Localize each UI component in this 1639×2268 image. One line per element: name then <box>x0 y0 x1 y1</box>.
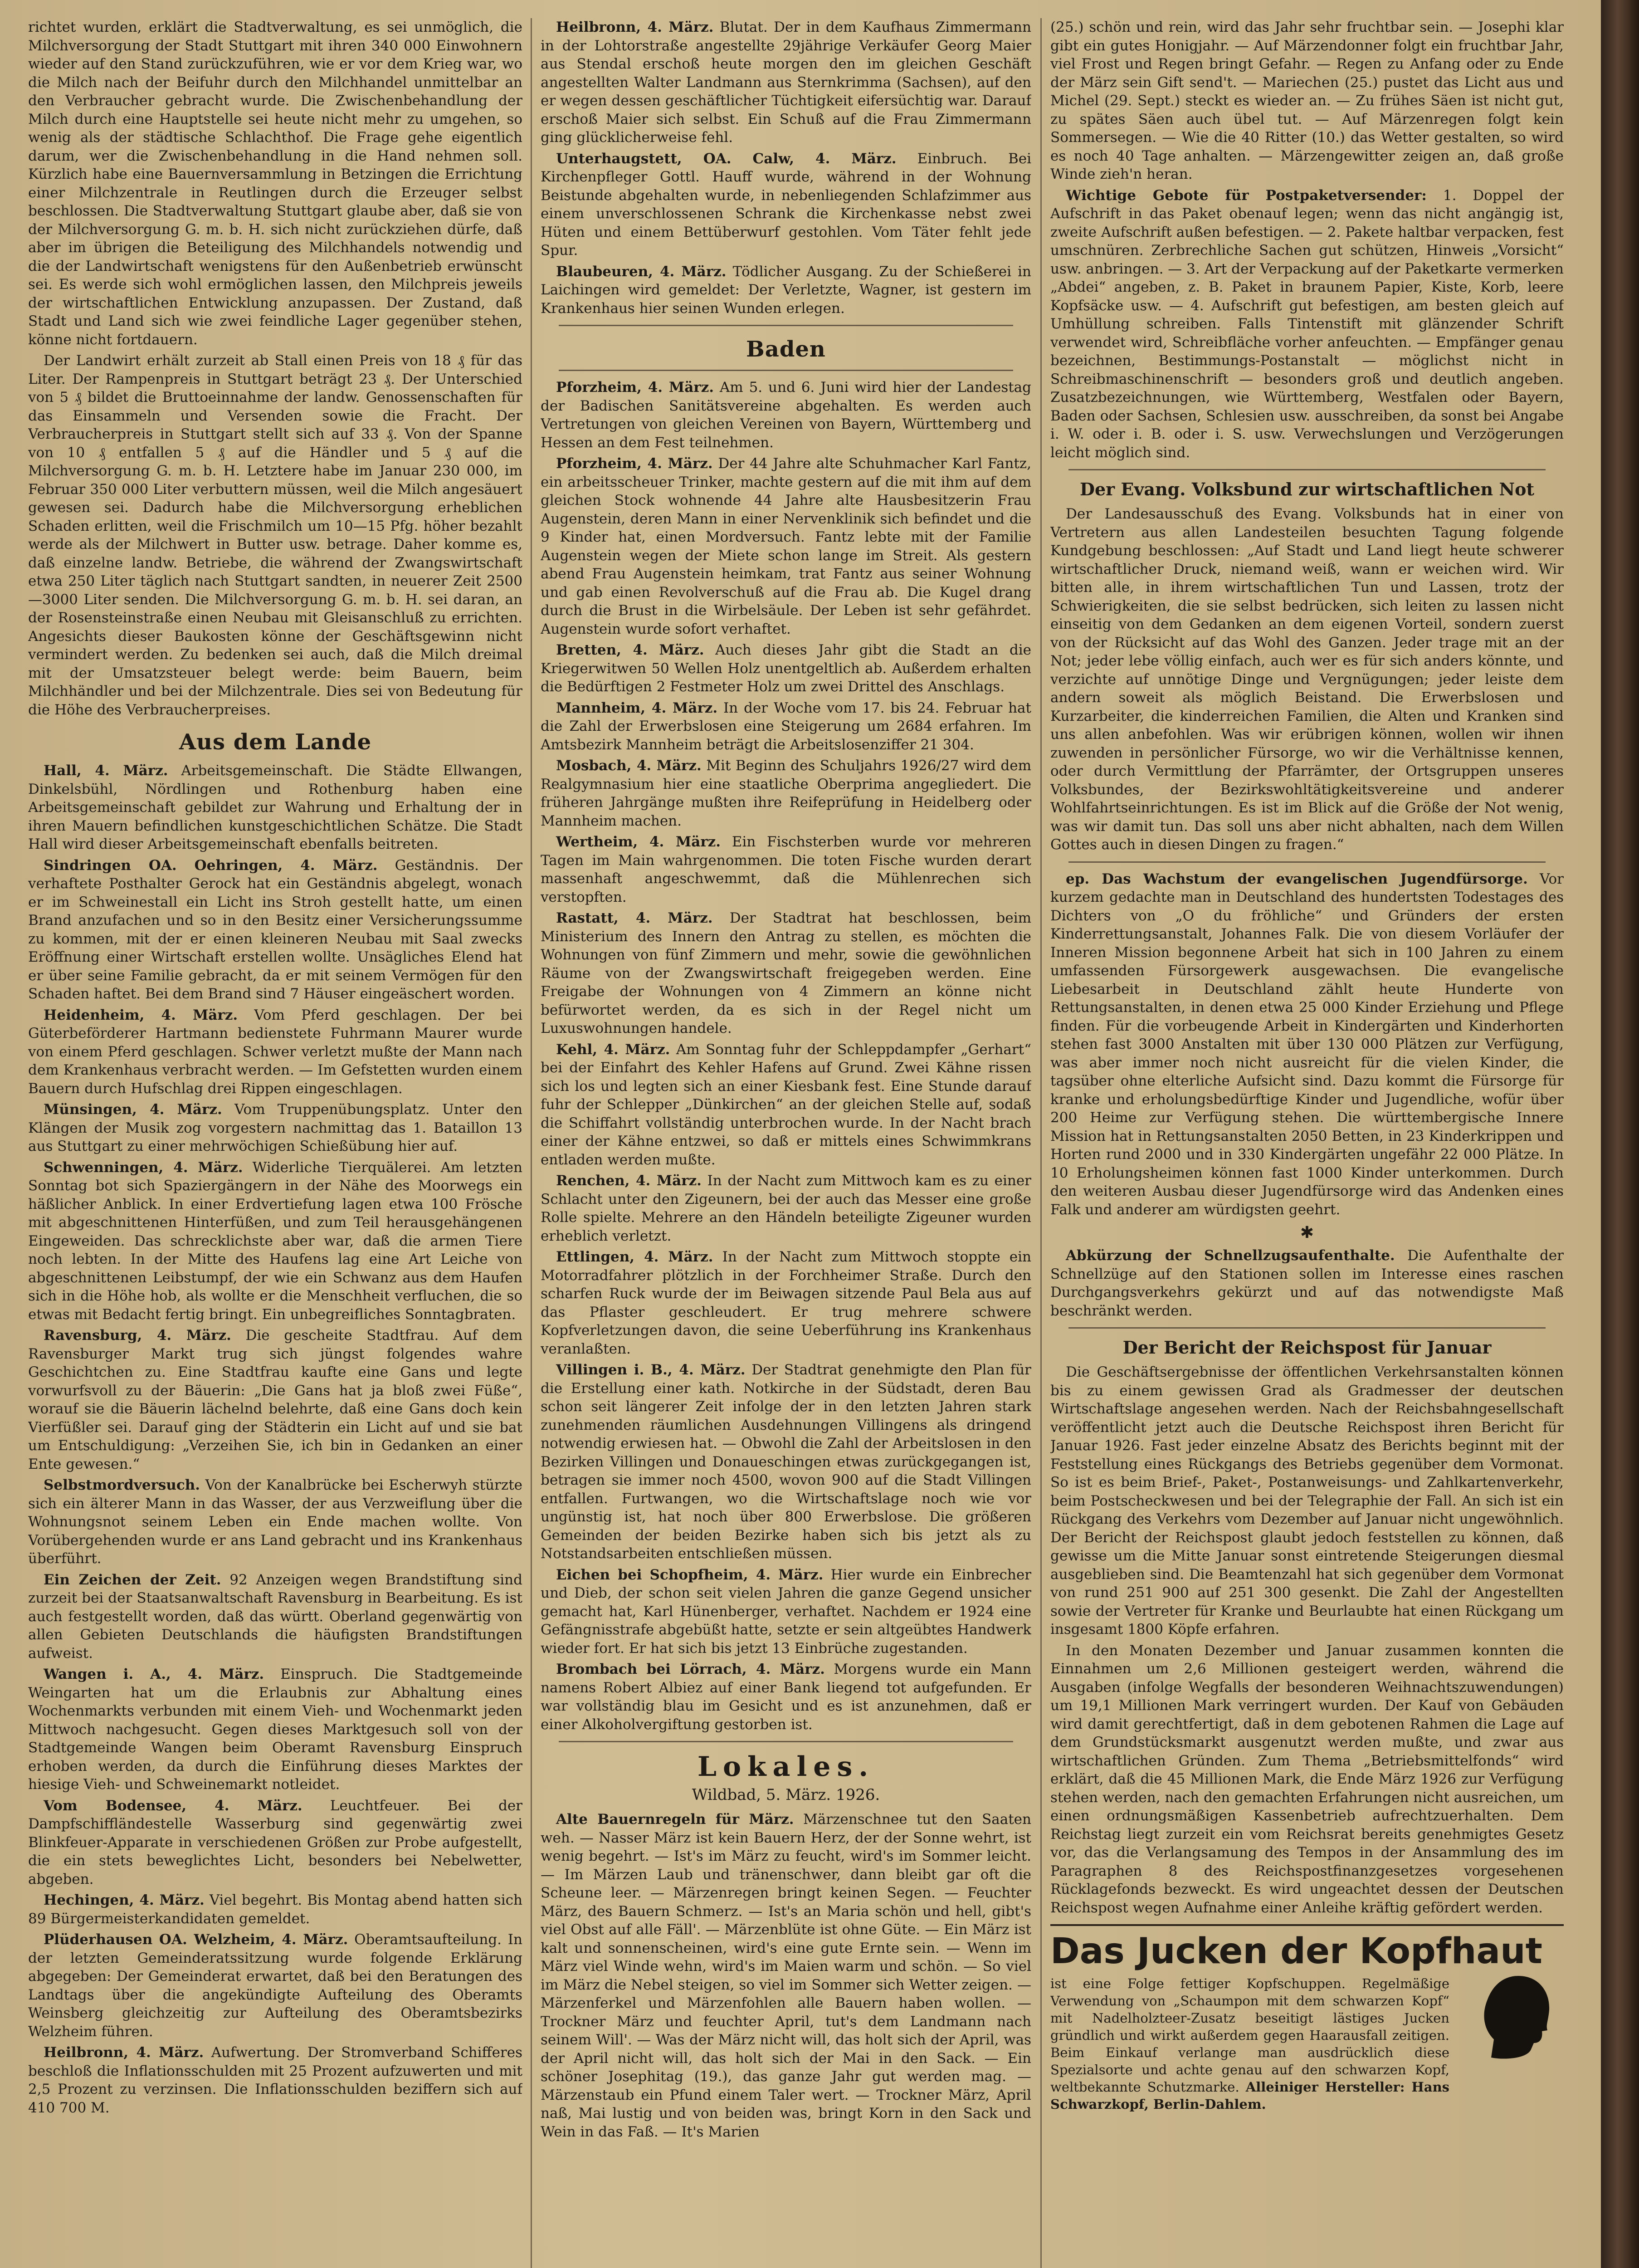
news-dateline: Eichen bei Schopfheim, 4. März. <box>556 1566 824 1583</box>
column-rule <box>1040 18 1042 2268</box>
news-dateline: Hechingen, 4. März. <box>44 1892 205 1908</box>
news-item <box>28 1665 522 1794</box>
news-text: Vom Truppenübungsplatz. Unter den Klängen der Musik zog vorgestern nachmittag das 1. Bataillon 13 aus Stuttgart zu einer mehrwöchigen Schießübung hier auf. <box>28 1101 522 1154</box>
news-list-wuerttemberg-cont <box>541 18 1031 318</box>
ad-body <box>1050 1975 1449 2113</box>
news-item <box>28 1931 522 2041</box>
news-text: Oberamtsaufteilung. In der letzten Gemeinderatssitzung wurde folgende Erklärung abgegeben: Der Gemeinderat erwartet, daß bei den Beratungen des Landtags über die angekündigte Aufteilung des Oberamts Weinsberg gleichzeitig zur Aufteilung des Oberamtsbezirks Welzheim führen. <box>28 1931 522 2040</box>
news-list-lande <box>28 762 522 2117</box>
news-dateline: Sindringen OA. Oehringen, 4. März. <box>44 857 378 874</box>
ad-headline: Das Jucken der Kopfhaut <box>1050 1931 1542 1972</box>
news-item <box>28 1797 522 1889</box>
article-lead: Wichtige Gebote für Postpaketversender: <box>1066 187 1427 204</box>
news-item <box>541 1172 1031 1245</box>
news-dateline: Unterhaugstett, OA. Calw, 4. März. <box>556 150 897 167</box>
news-text: Hier wurde ein Einbrecher und Dieb, der schon seit vielen Jahren die ganze Gegend unsicher gemacht hat, Karl Hünenberger, verhaftet. Nachdem er 1924 eine Gefängnisstrafe abgebüßt hatte, setzte er sein altgeübtes Handwerk wieder fort. Er hat sich bis jetzt 13 Einbrüche zugestanden. <box>541 1566 1031 1657</box>
news-text: Blutat. Der in dem Kaufhaus Zimmermann in der Lohtorstraße angestellte 29jährige Verkäufer Georg Maier aus Stendal erschoß heute morgen den im gleichen Geschäft angestellten Walter Landmann aus Sternkrimma (Sachsen), auf den er wegen dessen geschäftlicher Tüchtigkeit eifersüchtig war. Darauf erschoß Maier sich selbst. Ein Schuß auf die Frau Zimmermann ging glücklicherweise fehl. <box>541 19 1031 146</box>
asterism: ✱ <box>1300 1223 1314 1242</box>
news-text: Geständnis. Der verhaftete Posthalter Gerock hat ein Geständnis abgelegt, wonach er im Schweinestall ein Licht ins Stroh gestellt hatte, um einen Brand anzufachen und so in den Besitz einer Versicherungssumme zu kommen, mit der er einen kleineren Neubau mit Saal zwecks Eröffnung einer Wirtschaft erstellen wollte. Unsägliches Elend hat er über seine Familie gebracht, da er mit seinem Vermögen für den Schaden haftet. Bei dem Brand sind 7 Häuser eingeäschert worden. <box>28 857 522 1002</box>
news-item <box>28 1891 522 1928</box>
news-dateline: Vom Bodensee, 4. März. <box>44 1797 302 1814</box>
news-text: Tödlicher Ausgang. Zu der Schießerei in Laichingen wird gemeldet: Der Verletzte, Wagner, ist gestern im Krankenhaus hier seinen Wunden erlegen. <box>541 263 1031 317</box>
news-item <box>541 455 1031 638</box>
column-2 <box>541 18 1031 2268</box>
jugendfuersorge-article <box>1050 870 1564 1219</box>
news-text: Die gescheite Stadtfrau. Auf dem Ravensburger Markt trug sich jüngst folgendes wahre Geschichtchen zu. Eine Stadtfrau kaufte eine Gans und legte vorwurfsvoll zu der Bäuerin: „Die Gans hat ja bloß zwei Füße“, worauf sie die Bäuerin lächelnd belehrte, daß eine Gans doch kein Vierfüßler sei. Darauf ging der Städterin ein Licht auf und sie bat um Entschuldigung: „Verzeihen Sie, ich bin in Gedanken an einer Ente gewesen.“ <box>28 1327 522 1472</box>
postpaket-article <box>1050 186 1564 462</box>
news-dateline: Rastatt, 4. März. <box>556 910 713 926</box>
schnellzug-article <box>1050 1246 1564 1320</box>
news-item <box>541 150 1031 260</box>
news-item <box>541 1248 1031 1358</box>
news-item <box>541 641 1031 696</box>
news-item <box>541 757 1031 830</box>
news-text: Mit Beginn des Schuljahrs 1926/27 wird dem Realgymnasium hier eine staatliche Oberprima angegliedert. Die früheren Jahrgänge mußten ihre Reifeprüfung in Heidelberg oder Mannheim machen. <box>541 758 1031 829</box>
article-text: 1. Doppel der Aufschrift in das Paket obenauf legen; wenn das nicht angängig ist, zweite Aufschrift außen befestigen. — 2. Pakete haltbar verpacken, fest umschnüren. Zerbrechliche Sachen gut schützen, Hinweis „Vorsicht“ usw. anbringen. — 3. Art der Verpackung auf der Paketkarte vermerken „Abdei“ angeben, z. B. Paket in braunem Papier, Kiste, Korb, leere Kopfsäcke usw. — 4. Aufschrift gut befestigen, am besten gleich auf Umhüllung schreiben. Falls Tintenstift mit glänzender Schrift verwendet wird, Schreibfläche vorher anfeuchten. — Empfänger genau bezeichnen, Bestimmungs-Postanstalt — möglichst nicht in Schreibmaschinenschrift — besonders groß und deutlich angeben. Zusatzbezeichnungen, wie Württemberg, Westfalen oder Bayern, Baden oder Sachsen, Schlesien usw. ausschreiben, da sonst bei Angabe i. W. oder i. B. oder i. S. usw. Verwechslungen und Verzögerungen leicht möglich sind. <box>1050 187 1564 461</box>
news-item <box>28 856 522 1003</box>
article-text: Märzenschnee tut den Saaten weh. — Nasser März ist kein Bauern Herz, der der Sonne wehrt, ist wenig begehrt. — Ist's im März zu feucht, wird's im Sommer leicht. — Im Märzen Laub und tränenschwer, dann bleibt gar oft die Scheune leer. — Märzenregen bringt keinen Segen. — Feuchter März, des Bauern Schmerz. — Ist's an Maria schön und hell, gibt's viel Obst auf alle Fäll'. — Märzenblüte ist ohne Güte. — Ein März ist kalt und sonnenscheinen, wird's eine gute Ernte sein. — Wenn im März viel Winde wehn, wird's im Maien warm und schön. — So viel im März die Nebel steigen, so viel im Sommer sich Wetter zeigen. — Märzenferkel und Märzenfohlen alle Bauern haben wollen. — Trockner März und feuchter April, tut's dem Landmann nach seinem Will'. — Was der März nicht will, das holt sich der April, was der April nicht will, das holt sich der Mai in den Sack. — Ein schöner Josephitag (19.), das ganze Jahr gut werden mag. — Märzenstaub ein Pfund einem Taler wert. — Trockner März, April naß, Mai lustig und von beiden was, bringt Korn in den Sack und Wein in das Faß. — It's Marien <box>541 1811 1031 2140</box>
volksbund-article: Der Landesausschuß des Evang. Volksbunds hat in einer von Vertretern aus allen Landesteilen besuchten Tagung folgende Kundgebung beschlossen: „Auf Stadt und Land liegt heute schwerer wirtschaftlicher Druck, niemand weiß, wann er weichen wird. Wir bitten alle, in ihrem wirtschaftlichen Tun und Lassen, trotz der Schwierigkeiten, die sie selbst bedrücken, sich leiten zu lassen nicht einseitig von dem Gedanken an dem eigenen Vorteil, sondern zuerst von der Rücksicht auf das Wohl des Ganzen. Jeder trage mit an der Not; jeder lebe völlig einfach, auch wer es für sich anders könnte, und verzichte auf unnötige Dinge und Vergnügungen; jeder leiste dem andern soweit als möglich Beistand. Die Erwerbslosen und Kurzarbeiter, die kinderreichen Familien, die Alten und Kranken sind uns allen anbefohlen. Was wir erübrigen können, wollen wir ihnen zuwenden in persönlicher Fürsorge, wo wir die Verhältnisse kennen, oder durch Vermittlung der Pfarrämter, der Ortsgruppen unseres Volksbundes, der Bezirkswohltätigkeitsvereine und anderer Wohlfahrtseinrichtungen. Es ist im Blick auf die Größe der Not wenig, was wir damit tun. Das soll uns aber nicht abhalten, nach dem Willen Gottes auch in diesen Dingen zu fragen.“ <box>1050 506 1564 853</box>
news-text: In der Nacht zum Mittwoch stoppte ein Motorradfahrer plötzlich in der Forchheimer Straße. Durch den scharfen Ruck wurde der im Beiwagen sitzende Paul Bela aus auf das Pflaster geschleudert. Er trug mehrere schwere Kopfverletzungen davon, die seine Ueberführung ins Krankenhaus veranlaßten. <box>541 1249 1031 1357</box>
news-item <box>28 762 522 854</box>
silhouette-head-icon <box>1478 1971 1555 2062</box>
headline-volksbund: Der Evang. Volksbund zur wirtschaftlichen Not <box>1080 479 1534 499</box>
news-item <box>541 18 1031 147</box>
news-item <box>28 2043 522 2117</box>
news-item <box>28 1326 522 1473</box>
article-lead: Abkürzung der Schnellzugsaufenthalte. <box>1066 1247 1395 1264</box>
news-dateline: Wangen i. A., 4. März. <box>44 1666 264 1682</box>
news-dateline: Heilbronn, 4. März. <box>44 2044 204 2061</box>
news-item <box>541 1566 1031 1658</box>
news-text: Der Stadtrat hat beschlossen, beim Ministerium des Innern den Antrag zu stellen, es möchten die Wohnungen von fünf Zimmern und mehr, sowie die gewöhnlichen Räume von der Zwangswirtschaft freigegeben werden. Eine Freigabe der Wohnungen von 4 Zimmern an könne nicht befürwortet werden, da es sich in der Regel nicht um Luxuswohnungen handele. <box>541 910 1031 1036</box>
news-text: Arbeitsgemeinschaft. Die Städte Ellwangen, Dinkelsbühl, Nördlingen und Rothenburg haben eine Arbeitsgemeinschaft gebildet zur Wahrung und Erhaltung der in ihren Mauern befindlichen kunstgeschichtlichen Schätze. Die Stadt Hall wird dieser Arbeitsgemeinschaft ebenfalls beitreten. <box>28 763 522 852</box>
news-text: Vom Pferd geschlagen. Der bei Güterbeförderer Hartmann bedienstete Fuhrmann Maurer wurde von einem Pferd geschlagen. Schwer verletzt mußte der Mann nach dem Krankenhaus verbracht werden. — Im Gefstetten wurden einem Bauern durch Hufschlag drei Rippen eingeschlagen. <box>28 1007 522 1097</box>
news-dateline: Hall, 4. März. <box>44 763 168 779</box>
ad-maker: Alleiniger Hersteller: Hans Schwarzkopf, Berlin-Dahlem. <box>1050 2079 1450 2112</box>
news-text: Ein Fischsterben wurde vor mehreren Tagen im Main wahrgenommen. Die toten Fische wurden derart massenhaft angeschwemmt, daß die Mühlenrechen sich verstopften. <box>541 834 1031 905</box>
news-item <box>541 833 1031 906</box>
news-dateline: Ettlingen, 4. März. <box>556 1249 713 1265</box>
reichspost-paragraph-1: Die Geschäftsergebnisse der öffentlichen Verkehrsanstalten können bis zu einem gewissen Grad als Gradmesser der deutschen Wirtschaftslage angesehen werden. Nach der Reichsbahngesellschaft veröffentlicht jetzt auch die Deutsche Reichspost ihren Bericht für Januar 1926. Fast jeder einzelne Absatz des Berichts beginnt mit der Feststellung eines Rückgangs des Betriebs gegenüber dem Vormonat. So ist es beim Brief-, Paket-, Postanweisungs- und Zahlkartenverkehr, beim Postscheckwesen und bei der Telegraphie der Fall. An sich ist ein Rückgang des Verkehrs vom Dezember auf Januar nicht ungewöhnlich. Der Bericht der Reichspost glaubt jedoch feststellen zu können, daß gewisse um die Mitte Januar sonst eintretende Steigerungen diesmal ausgeblieben sind. Die Beamtenzahl hat sich gegenüber dem Vormonat von rund 251 900 auf 251 300 gesenkt. Die Zahl der Angestellten sowie der Vertreter für Kranke und Beurlaubte hat einen Rückgang um insgesamt 1800 Köpfe erfahren. <box>1050 1364 1564 1637</box>
news-dateline: Heidenheim, 4. März. <box>44 1007 238 1023</box>
news-item <box>28 1158 522 1324</box>
news-dateline: Heilbronn, 4. März. <box>556 19 714 35</box>
column-rule <box>531 18 532 2268</box>
news-text: Am 5. und 6. Juni wird hier der Landestag der Badischen Sanitätsvereine abgehalten. Es werden auch Vertretungen von gleichen Vereinen von Bayern, Württemberg und Hessen an dem Fest teilnehmen. <box>541 379 1031 451</box>
news-dateline: Renchen, 4. März. <box>556 1173 702 1189</box>
news-item <box>541 699 1031 754</box>
news-dateline: Plüderhausen OA. Welzheim, 4. März. <box>44 1931 348 1948</box>
news-item <box>28 1476 522 1568</box>
news-text: Der 44 Jahre alte Schuhmacher Karl Fantz, ein arbeitsscheuer Trinker, machte gestern auf die mit ihm auf dem gleichen Stock wohnende 44 Jahre alte Hausbesitzerin Frau Augenstein, deren Mann in einer Nervenklinik sich befindet und die 9 Kinder hat, einen Mordversuch. Fantz lebte mit der Familie Augenstein wegen der Miete schon lange im Streit. Als gestern abend Frau Augenstein heimkam, trat Fantz aus seiner Wohnung und gab einen Revolverschuß auf die Frau ab. Die Kugel drang durch die Brust in die Wirbelsäule. Der Leben ist sehr gefährdet. Augenstein wurde sofort verhaftet. <box>541 455 1031 637</box>
milk-article-paragraph: Der Landwirt erhält zurzeit ab Stall einen Preis von 18 ₰ für das Liter. Der Rampenpreis in Stuttgart beträgt 23 ₰. Der Unterschied von 5 ₰ bildet die Bruttoeinnahme der landw. Genossenschaften für das Einsammeln und Versenden sowie die Fracht. Der Verbraucherpreis in Stuttgart stellt sich auf 33 ₰. Von der Spanne von 10 ₰ entfallen 5 ₰ auf die Händler und 5 ₰ auf die Milchversorgung G. m. b. H. Letztere habe im Januar 230 000, im Februar 350 000 Liter verbuttern müssen, weil die Milch angesäuert gewesen sei. Dadurch habe die Milchversorgung erheblichen Schaden erlitten, weil die Frischmilch um 10—15 Pfg. höher bezahlt werde als der Milchwert in Butter usw. betrage. Daher komme es, daß einzelne landw. Betriebe, die während der Zwangswirtschaft etwa 250 Liter täglich nach Stuttgart sandten, in neuerer Zeit 2500—3000 Liter senden. Die Milchversorgung G. m. b. H. sei daran, an der Rosensteinstraße einen Neubau mit Gleisanschluß zu errichten. Angesichts dieser Baukosten könne der Geschäftsgewinn nicht vermindert werden. Zu bedenken sei auch, daß die Milch dreimal mit der Umsatzsteuer belegt werde: beim Bauern, beim Milchhändler und bei der Milchzentrale. Dies sei von Bedeutung für die Höhe des Verbraucherpreises. <box>28 352 522 718</box>
news-dateline: Villingen i. B., 4. März. <box>556 1362 746 1378</box>
divider <box>559 370 1013 371</box>
news-text: Einspruch. Die Stadtgemeinde Weingarten hat um die Erlaubnis zur Abhaltung eines Wochenmarkts verbunden mit einem Vieh- und Wochenmarkt jeden Mittwoch nachgesucht. Gegen dieses Marktgesuch soll von der Stadtgemeinde Wangen beim Oberamt Ravensburg Einspruch erhoben werden, da durch die Einführung dieses Marktes der hiesige Vieh- und Schweinemarkt notleidet. <box>28 1666 522 1793</box>
news-dateline: Ravensburg, 4. März. <box>44 1327 231 1344</box>
news-dateline: Pforzheim, 4. März. <box>556 379 714 396</box>
headline-reichspost: Der Bericht der Reichspost für Januar <box>1122 1337 1492 1358</box>
news-text: Auch dieses Jahr gibt die Stadt an die Kriegerwitwen 50 Wellen Holz unentgeltlich ab. Außerdem erhalten die Bedürftigen 2 Festmeter Holz um zwei Drittel des Anschlags. <box>541 642 1031 695</box>
news-dateline: Mosbach, 4. März. <box>556 758 702 774</box>
news-text: Am Sonntag fuhr der Schleppdampfer „Gerhart“ bei der Einfahrt des Kehler Hafens auf Grund. Zwei Kähne rissen sich los und legten sich an einer Kiesbank fest. Eine Stunde darauf fuhr der Schlepper „Dünkirchen“ an der gleichen Stelle auf, sodaß die Schiffahrt vollständig unterbrochen wurde. In der Nacht brach einer der Kähne entzwei, so daß er mittels eines Schwimmkrans entladen werden mußte. <box>541 1041 1031 1168</box>
news-dateline: Mannheim, 4. März. <box>556 699 718 716</box>
news-text: Von der Kanalbrücke bei Escherwyh stürzte sich ein älterer Mann in das Wasser, der aus Verzweiflung über die Wohnungsnot seinem Leben ein Ende machen wollte. Von Vorübergehenden wurde er ans Land gebracht und ins Krankenhaus überführt. <box>28 1477 522 1567</box>
news-item <box>28 1571 522 1663</box>
news-dateline: Münsingen, 4. März. <box>44 1101 222 1118</box>
news-item <box>541 1041 1031 1169</box>
divider <box>559 1741 1013 1742</box>
article-lead: ep. Das Wachstum der evangelischen Jugendfürsorge. <box>1066 870 1528 887</box>
news-dateline: Kehl, 4. März. <box>556 1041 670 1058</box>
section-heading-baden: Baden <box>746 337 826 362</box>
column-3 <box>1050 18 1564 2268</box>
news-text: Widerliche Tierquälerei. Am letzten Sonntag bot sich Spaziergängern in der Nähe des Moorwegs ein häßlicher Anblick. In einer Erdvertiefung lagen etwa 100 Frösche mit abgeschnittenen Hinterfüßen, und zum Teil herausgehängenen Eingeweiden. Das schrecklichste aber war, daß die armen Tiere noch lebten. In der Mitte des Haufens lag eine Art Leiche von abgeschnittenen Leibstumpf, der wie ein Schwanz aus dem Haufen sich in die Höhe hob, als wollte er die Menschheit verfluchen, die so etwas mit Bedacht fertig bringt. Ein unbegreifliches Sonntagbraten. <box>28 1159 522 1323</box>
news-item <box>28 1100 522 1156</box>
news-list-baden <box>541 378 1031 1734</box>
milk-article-continuation: richtet wurden, erklärt die Stadtverwaltung, es sei unmöglich, die Milchversorgung der Stadt Stuttgart mit ihren 340 000 Einwohnern wieder auf den Stand zurückzuführen, wie er vor dem Krieg war, wo die Milch nach der Beifuhr durch den Milchhandel unmittelbar an den Verbraucher gebracht wurde. Die Zwischenbehandlung der Milch durch eine Hauptstelle sei heute nicht mehr zu umgehen, so wenig als der städtische Schlachthof. Die Frage gehe eigentlich darum, wer die Zwischenbehandlung in die Hand nehmen soll. Kürzlich habe eine Bauernversammlung in Betzingen die Errichtung einer Milchzentrale in Reutlingen durch die Erzeuger selbst beschlossen. Die Stadtverwaltung Stuttgart glaube aber, daß sie von der Milchversorgung G. m. b. H. sich nicht zurückziehen dürfe, daß aber im übrigen die Beteiligung des Milchhandels notwendig und die der Landwirtschaft wenigstens für den Außenbetrieb erwünscht sei. Es werde sich wohl ermöglichen lassen, den Milchpreis jeweils der wirtschaftlichen Entwicklung anzupassen. Der Zustand, daß Stadt und Land sich wie zwei feindliche Lager gegenüber stehen, könne nicht fortdauern. <box>28 19 522 348</box>
divider <box>1068 1327 1546 1329</box>
news-text: Einbruch. Bei Kirchenpfleger Gottl. Hauff wurde, während in der Wohnung Beistunde abgehalten wurde, in nebenliegenden Schlafzimmer aus einem unverschlossenen Schrank die Kirchenkasse nebst zwei Hüten und einem Bettüberwurf gestohlen. Vom Täter fehlt jede Spur. <box>541 150 1031 259</box>
news-text: In der Nacht zum Mittwoch kam es zu einer Schlacht unter den Zigeunern, bei der auch das Messer eine große Rolle spielte. Mehrere an den Händeln beteiligte Zigeuner wurden erheblich verletzt. <box>541 1173 1031 1244</box>
news-text: Morgens wurde ein Mann namens Robert Albiez auf einer Bank liegend tot aufgefunden. Er war vollständig blau im Gesicht und es ist anzunehmen, daß er einer Alkoholvergiftung gestorben ist. <box>541 1661 1031 1733</box>
news-item <box>541 1361 1031 1563</box>
news-text: Viel begehrt. Bis Montag abend hatten sich 89 Bürgermeisterkandidaten gemeldet. <box>28 1892 522 1927</box>
divider <box>1068 861 1546 863</box>
article-text: Die Aufenthalte der Schnellzüge auf den Stationen sollen im Interesse eines raschen Durchgangsverkehrs gekürzt und auf das notwendigste Maß beschränkt werden. <box>1050 1247 1564 1319</box>
news-dateline: Brombach bei Lörrach, 4. März. <box>556 1661 825 1677</box>
news-text: Aufwertung. Der Stromverband Schifferes beschloß die Inflationsschulden mit 25 Prozent aufzuwerten und mit 2,5 Prozent zu verzinsen. Die Inflationsschulden beziffern sich auf 410 700 M. <box>28 2044 522 2116</box>
news-text: In der Woche vom 17. bis 24. Februar hat die Zahl der Erwerbslosen eine Steigerung um 2684 erfahren. Im Amtsbezirk Mannheim beträgt die Arbeitslosenziffer 21 304. <box>541 699 1031 753</box>
news-dateline: Pforzheim, 4. März. <box>556 455 713 472</box>
ad-text: ist eine Folge fettiger Kopfschuppen. Regelmäßige Verwendung von „Schaumpon mit dem schwarzen Kopf“ mit Nadelholzteer-Zusatz beseitigt lästiges Jucken gründlich und wirkt außerdem gegen Haarausfall zeitigen. Beim Einkauf verlange man ausdrücklich diese Spezialsorte und achte genau auf den schwarzen Kopf, weltbekannte Schutzmarke. <box>1050 1976 1449 2095</box>
section-heading-lokales: Lokales. <box>697 1751 875 1783</box>
column-1 <box>28 18 522 2268</box>
news-item <box>28 1006 522 1098</box>
news-item <box>541 909 1031 1038</box>
news-text: 92 Anzeigen wegen Brandstiftung sind zurzeit bei der Staatsanwaltschaft Ravensburg in Bearbeitung. Es ist auch festgestellt worden, daß das württ. Oberland gegenwärtig von allen Gebieten Deutschlands die häufigsten Brandstiftungen aufweist. <box>28 1571 522 1662</box>
news-dateline: Bretten, 4. März. <box>556 642 704 658</box>
advertisement-schwarzkopf <box>1050 1924 1564 2113</box>
news-dateline: Schwenningen, 4. März. <box>44 1159 243 1176</box>
news-dateline: Wertheim, 4. März. <box>556 834 721 850</box>
dateline: Wildbad, 5. März. 1926. <box>692 1786 880 1804</box>
news-dateline: Ein Zeichen der Zeit. <box>44 1571 221 1588</box>
news-item <box>541 1660 1031 1734</box>
news-text: Leuchtfeuer. Bei der Dampfschiffländestelle Wasserburg sind gegenwärtig zwei Blinkfeuer-Apparate in verschiedenen Größen zur Probe aufgestellt, die ein stets beweglichtes Licht, besonders bei Nebelwetter, abgeben. <box>28 1797 522 1887</box>
article-text: Vor kurzem gedachte man in Deutschland des hundertsten Todestages des Dichters von „O du fröhliche“ und Gründers der ersten Kinderrettungsanstalt, Johannes Falk. Die von diesem Vorläufer der Inneren Mission begonnene Arbeit hat sich in 100 Jahren zu einem umfassenden Fürsorgewerk ausgewachsen. Die evangelische Liebesarbeit in Deutschland zählt heute Hunderte von Rettungsanstalten, in denen etwa 25 000 Kinder Erziehung und Pflege finden. Für die vorbeugende Arbeit in Kindergärten und Kinderhorten stehen fast 3000 Anstalten mit über 130 000 Plätzen zur Verfügung, was aber immer noch nicht ausreicht für die vielen Kinder, die tagsüber ohne elterliche Aufsicht sind. Dazu kommt die Fürsorge für kranke und erholungsbedürftige Kinder und Jugendliche, wofür über 200 Heime zur Verfügung stehen. Die württembergische Innere Mission hat in Rettungsanstalten 2050 Betten, in 23 Kinderkrippen und Horten rund 2000 und in 330 Kindergärten ungefähr 22 000 Plätze. In 10 Erholungsheimen können fast 1000 Kinder unterkommen. Durch den weiteren Ausbau dieser Jugendfürsorge wird das Andenken eines Falk und anderer am würdigsten geehrt. <box>1050 870 1564 1218</box>
news-dateline: Selbstmordversuch. <box>44 1477 200 1493</box>
divider <box>1068 469 1546 470</box>
news-item <box>541 378 1031 452</box>
divider <box>559 325 1013 326</box>
reichspost-paragraph-2: In den Monaten Dezember und Januar zusammen konnten die Einnahmen um 2,6 Millionen gesteigert werden, während die Ausgaben (infolge Wegfalls der besonderen Weihnachtszuwendungen) um 19,1 Millionen Mark verringert wurden. Der Kauf von Gebäuden wird damit gerechtfertigt, daß in dem gebotenen Rahmen die Lage auf dem Grundstücksmarkt ausgenutzt werden mußte, und zwar aus wirtschaftlichen Gründen. Zum Thema „Betriebsmittelfonds“ wird erklärt, daß die 45 Millionen Mark, die Ende März 1926 zur Verfügung stehen werden, nach den gemachten Erfahrungen nicht ausreichen, um einen ordnungsmäßigen Kassenbetrieb aufrechtzuerhalten. Dem Reichstag liegt zurzeit ein vom Reichsrat bereits genehmigtes Gesetz vor, das die Verlangsamung des Tempos in der Ansammlung des im Paragraphen 8 des Reichspostfinanzgesetzes vorgesehenen Rücklagefonds bezweckt. Es wird ungeachtet dessen der Deutschen Reichspost wegen Aufnahme einer Anleihe kräftig gefördert werden. <box>1050 1642 1564 1916</box>
news-dateline: Blaubeuren, 4. März. <box>556 263 727 280</box>
news-text: Der Stadtrat genehmigte den Plan für die Erstellung einer kath. Notkirche in der Südstadt, deren Bau schon seit längerer Zeit infolge der in den letzten Jahren stark zunehmenden räumlichen Ausdehnungen Villingens als dringend notwendig erwiesen hat. — Obwohl die Zahl der Arbeitslosen in den Bezirken Villingen und Donaueschingen etwas zurückgegangen ist, betragen sie immer noch 4500, wovon 900 auf die Stadt Villingen entfallen. Furtwangen, wo die Wirtschaftslage noch wie vor ungünstig ist, hat noch über 800 Erwerbslose. Die größeren Gemeinden der beiden Bezirke haben sich bis jetzt als zu Notstandsarbeiten entschließen müssen. <box>541 1362 1031 1562</box>
section-heading-aus-dem-lande: Aus dem Lande <box>179 729 372 755</box>
news-item <box>541 263 1031 318</box>
article-lead: Alte Bauernregeln für März. <box>556 1811 794 1828</box>
bauernregeln-article <box>541 1810 1031 2141</box>
bauernregeln-continuation: (25.) schön und rein, wird das Jahr sehr fruchtbar sein. — Josephi klar gibt ein gutes Honigjahr. — Auf Märzendonner folgt ein fruchtbar Jahr, viel Frost und Regen bringt Gefahr. — Regen zu Anfang oder zu Ende der März sein Gift send't. — Mariechen (25.) pustet das Licht aus und Michel (29. Sept.) steckt es wieder an. — Zu frühes Säen ist nicht gut, zu spätes Säen auch übel tut. — Auf Märzenregen folgt kein Sommersegen. — Wie die 40 Ritter (10.) das Wetter gestalten, so wird es noch 40 Tage anhalten. — Märzengewitter zeigen an, daß große Winde zieh'n heran. <box>1050 19 1564 182</box>
book-binding-edge <box>1601 0 1639 2268</box>
